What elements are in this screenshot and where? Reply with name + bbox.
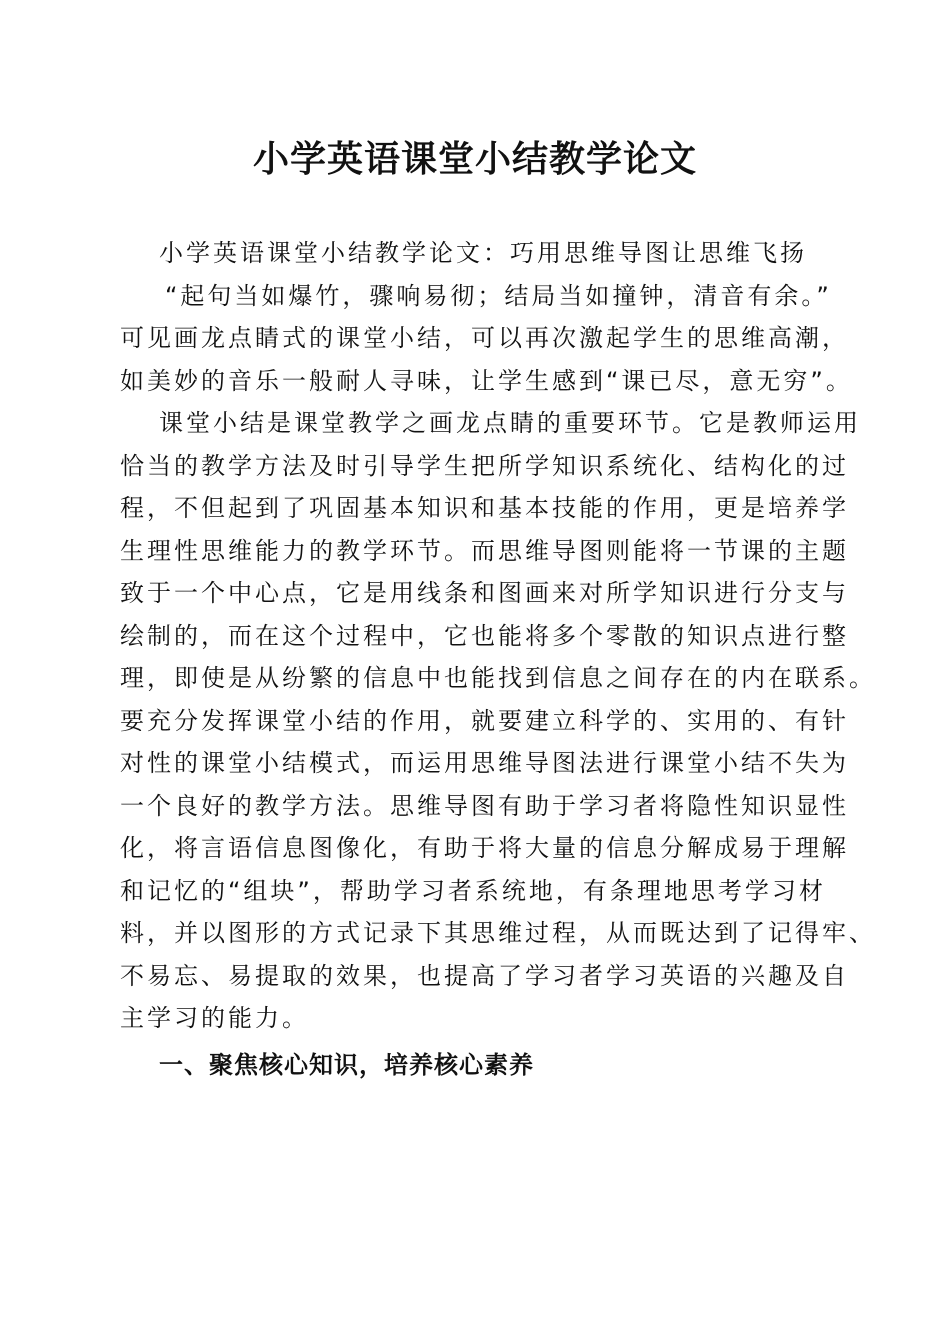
paragraph-line: “起句当如爆竹，骤响易彻；结局当如撞钟，清音有余。” <box>165 281 832 310</box>
document-body <box>120 232 876 1086</box>
paragraph-line: 致于一个中心点，它是用线条和图画来对所学知识进行分支与 <box>120 579 849 607</box>
paragraph-line: 对性的课堂小结模式，而运用思维导图法进行课堂小结不失为 <box>120 749 849 777</box>
paragraph-line: 如美妙的音乐一般耐人寻味，让学生感到“课已尽，意无穷”。 <box>120 366 853 395</box>
paragraph-line: 一个良好的教学方法。思维导图有助于学习者将隐性知识显性 <box>120 791 849 820</box>
paragraph-line: 要充分发挥课堂小结的作用，就要建立科学的、实用的、有针 <box>120 706 849 735</box>
paragraph-line: 理，即使是从纷繁的信息中也能找到信息之间存在的内在联系。 <box>120 664 876 692</box>
paragraph-line: 程，不但起到了巩固基本知识和基本技能的作用，更是培养学 <box>120 494 849 522</box>
paragraph-line: 恰当的教学方法及时引导学生把所学知识系统化、结构化的过 <box>120 451 849 480</box>
paragraph-line: 绘制的，而在这个过程中，它也能将多个零散的知识点进行整 <box>120 621 849 650</box>
paragraph-line: 料，并以图形的方式记录下其思维过程，从而既达到了记得牢、 <box>120 919 876 947</box>
paragraph-line: 和记忆的“组块”，帮助学习者系统地，有条理地思考学习材 <box>120 876 826 905</box>
paragraph-line: 主学习的能力。 <box>120 1004 309 1032</box>
paragraph-line: 可见画龙点睛式的课堂小结，可以再次激起学生的思维高潮， <box>120 324 849 352</box>
paragraph-line: 不易忘、易提取的效果，也提高了学习者学习英语的兴趣及自 <box>120 961 849 990</box>
paragraph-line: 课堂小结是课堂教学之画龙点睛的重要环节。它是教师运用 <box>159 409 861 437</box>
paragraph-line: 生理性思维能力的教学环节。而思维导图则能将一节课的主题 <box>120 536 849 565</box>
paragraph-line: 小学英语课堂小结教学论文：巧用思维导图让思维飞扬 <box>159 239 807 267</box>
document-title: 小学英语课堂小结教学论文 <box>252 138 697 180</box>
paragraph-line: 化，将言语信息图像化，有助于将大量的信息分解成易于理解 <box>120 834 849 862</box>
section-heading: 一、聚焦核心知识，培养核心素养 <box>159 1050 534 1079</box>
